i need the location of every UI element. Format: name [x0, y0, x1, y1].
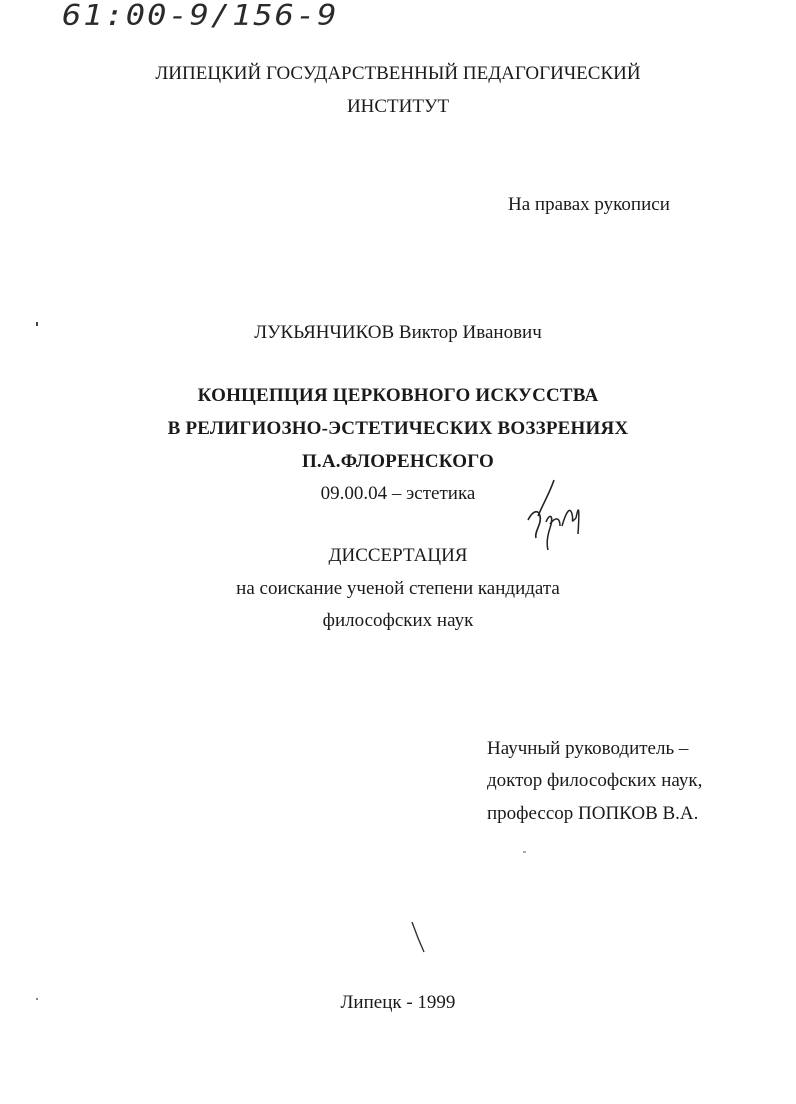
- document-type: ДИССЕРТАЦИЯ: [328, 545, 468, 566]
- institution-line-2: ИНСТИТУТ: [346, 96, 450, 117]
- supervisor-line-1: Научный руководитель –: [487, 738, 689, 759]
- archive-number: 61:00-9/156-9: [62, 0, 339, 33]
- author-name: ЛУКЬЯНЧИКОВ Виктор Иванович: [254, 322, 542, 343]
- pencil-stroke-mark: [410, 920, 430, 954]
- manuscript-rights: На правах рукописи: [508, 194, 670, 215]
- title-line-2: В РЕЛИГИОЗНО-ЭСТЕТИЧЕСКИХ ВОЗЗРЕНИЯХ: [167, 418, 629, 439]
- degree-line-2: философских наук: [322, 610, 474, 631]
- institution-line-1: ЛИПЕЦКИЙ ГОСУДАРСТВЕННЫЙ ПЕДАГОГИЧЕСКИЙ: [155, 63, 641, 84]
- title-line-1: КОНЦЕПЦИЯ ЦЕРКОВНОГО ИСКУССТВА: [197, 385, 599, 406]
- degree-line-1: на соискание ученой степени кандидата: [236, 578, 560, 599]
- signature-image: [520, 472, 590, 552]
- supervisor-line-3: профессор ПОПКОВ В.А.: [487, 803, 699, 824]
- scan-speck: [36, 998, 38, 1000]
- title-line-3: П.А.ФЛОРЕНСКОГО: [301, 451, 495, 472]
- place-year: Липецк - 1999: [340, 992, 456, 1013]
- specialty-code: 09.00.04 – эстетика: [320, 483, 476, 504]
- supervisor-line-2: доктор философских наук,: [487, 770, 703, 791]
- scan-speck: [36, 322, 38, 326]
- scan-speck: [523, 851, 526, 853]
